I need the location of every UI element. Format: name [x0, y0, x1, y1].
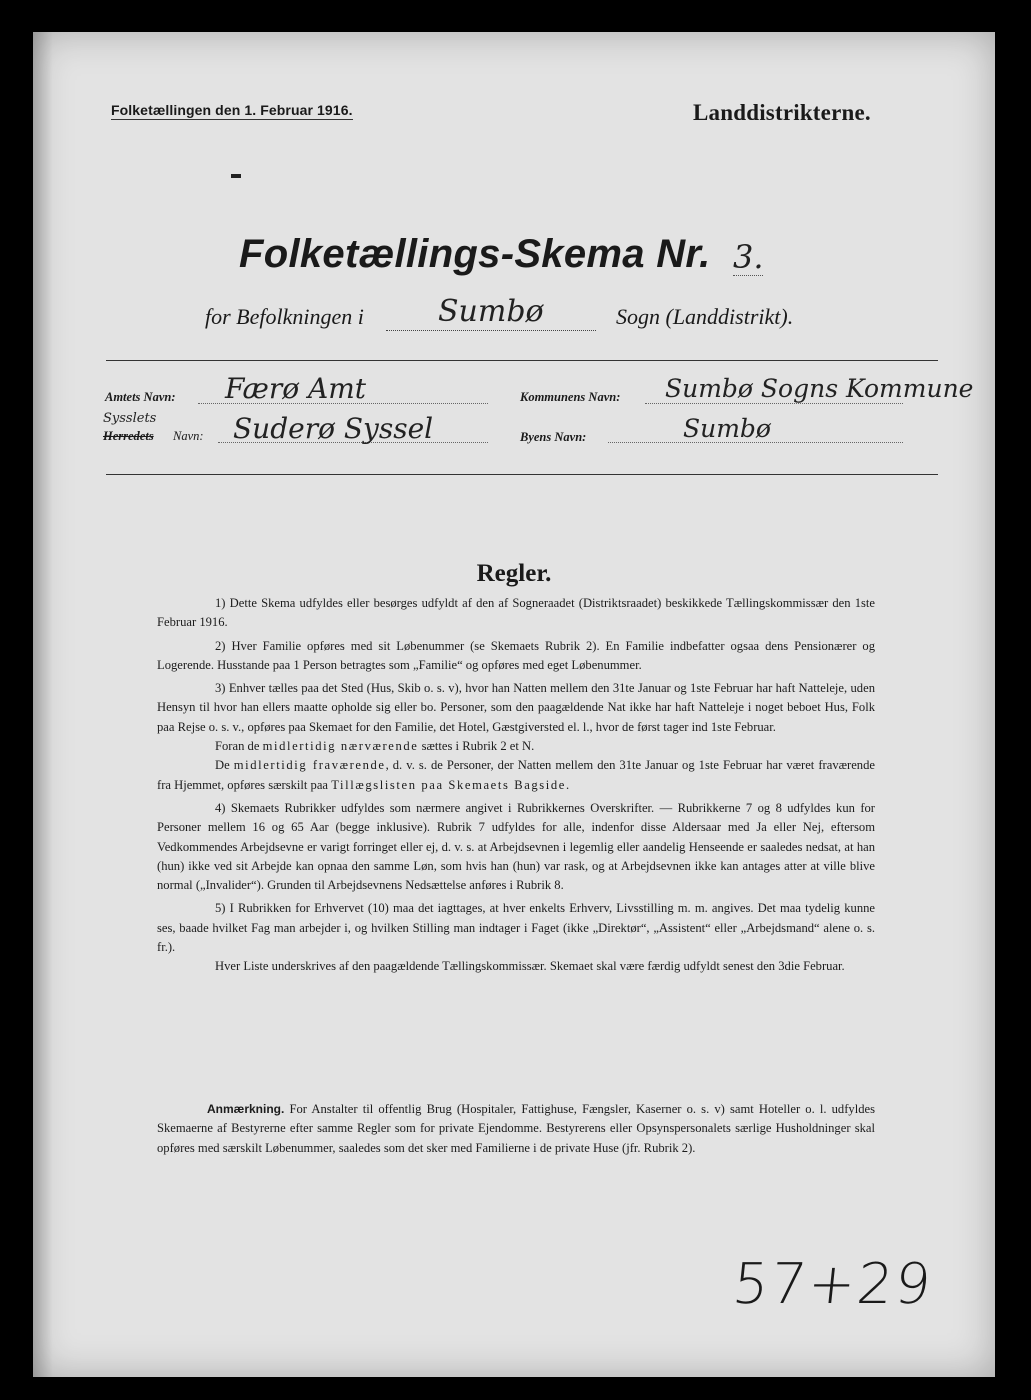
navn-label: Navn:: [173, 429, 204, 443]
rule-3c-spaced-2: Tillægslisten paa Skemaets Bagside: [331, 777, 566, 792]
rule-3c-spaced: midlertidig fraværende: [233, 758, 386, 773]
syssel-label-handwritten: Sysslets: [103, 411, 157, 426]
rule-3: 3) Enhver tælles paa det Sted (Hus, Skib o. s. v), hvor han Natten mellem den 31te Januar og 1ste Februar har haft Natteleje, uden Hensyn til hvor han ellers maatte opholde sig eller bo. Personer, som den paagældende Nat ikke har haft Natteleje i noget beboet Hus, Folk paa Rejse o. s. v., opføres paa Skemaet for den Familie, det Hotel, Gæstgiversted el. l., hvor de først tager ind 1ste Februar.: [157, 681, 875, 734]
rule-6: Hver Liste underskrives af den paagældende Tællingskommissær. Skemaet skal være færdig udfyldt senest den 3die Februar.: [215, 959, 845, 974]
amt-value-handwritten: Færø Amt: [225, 372, 367, 405]
note-text: For Anstalter til offentlig Brug (Hospitaler, Fattighuse, Fængsler, Kaserner o. s. v) samt Hoteller o. l. udfyldes Skemaerne af Bestyrerne efter samme Regler som for private Ejendomme. Bestyrerens eller Opsynspersonalets særlige Husholdninger skal opføres med særskilt Løbenummer, saaledes som det sker med Familierne i de private Huse (jfr. Rubrik 2).: [157, 1102, 875, 1155]
rules-body: [157, 594, 875, 981]
rule-3c-mid: , d. v. s. de Personer, der Natten mellem den 31te Januar og 1ste Februar har været fraværende fra Hjemmet, opføres særskilt paa: [157, 758, 875, 792]
census-date-header: Folketællingen den 1. Februar 1916.: [111, 102, 353, 118]
parish-value-handwritten: Sumbø: [438, 294, 544, 329]
rule-5: 5) I Rubrikken for Erhvervet (10) maa det iagttages, at hver enkelts Erhverv, Livsstilling m. m. angives. Det maa tydelig kunne ses, baade hvilket Fag man arbejder i, og hvilken Stilling man indtager i Faget (ikke „Direktør“, „Assistent“ eller „Arbejdsmand“ alene o. s. fr.).: [157, 901, 875, 955]
subtitle-prefix: for Befolkningen i: [205, 304, 364, 329]
rule-3c-end: .: [565, 777, 570, 792]
by-label: Byens Navn:: [520, 430, 587, 444]
rule-3b-pre: Foran de: [215, 739, 260, 754]
rule-1: 1) Dette Skema udfyldes eller besørges udfyldt af den af Sogneraadet (Distriktsraadet) beskikkede Tællingskommissær den 1ste Februar 1916.: [157, 596, 875, 630]
rule-3c: [157, 756, 875, 795]
rule-3b-spaced: midlertidig nærværende: [262, 739, 419, 754]
herred-label-struck: Herredets: [103, 429, 154, 443]
syssel-value-handwritten: Suderø Syssel: [233, 412, 434, 445]
note-block: [157, 1100, 875, 1158]
rules-heading: Regler.: [476, 560, 552, 587]
district-type-header: Landdistrikterne.: [693, 100, 871, 125]
amt-label: Amtets Navn:: [105, 390, 176, 404]
rule-2: 2) Hver Familie opføres med sit Løbenummer (se Skemaets Rubrik 2). En Familie indbefatter ogsaa dens Pensionærer og Logerende. Husstande paa 1 Person betragtes som „Familie“ og opføres med eget Løbenummer.: [157, 638, 875, 672]
form-number-line: [733, 275, 763, 276]
bottom-divider: [106, 474, 938, 475]
rule-3b: [157, 737, 875, 756]
parish-field-line: [386, 330, 596, 331]
top-divider: [106, 360, 938, 361]
census-form-page: [33, 32, 995, 1377]
kommune-label: Kommunens Navn:: [520, 390, 621, 404]
subtitle-suffix: Sogn (Landdistrikt).: [616, 304, 794, 329]
note-paragraph: [157, 1100, 875, 1158]
form-title: Folketællings-Skema Nr.: [239, 232, 711, 276]
rule-4: 4) Skemaets Rubrikker udfyldes som nærmere angivet i Rubrikkernes Overskrifter. — Rubrikkerne 7 og 8 udfyldes kun for Personer mellem 16 og 65 Aar (begge inklusive). Rubrik 7 udfyldes for alle, indenfor disse Aldersaar med Ja eller Nej, eftersom Vedkommendes Arbejdsevne er varigt forringet eller ej, d. v. s. at Arbejdsevnen i legemlig eller aandelig Henseende er saaledes nedsat, at han (hun) ikke ved sit Arbejde kan opnaa den samme Løn, som hvis han (hun) var rask, og at Arbejdsevnen ikke kan antages atter at ville blive normal („Invalider“). Grunden til Arbejdsevnens Nedsættelse anføres i Rubrik 8.: [157, 800, 875, 893]
note-label: Anmærkning.: [207, 1102, 285, 1116]
rule-3c-pre: De: [215, 758, 230, 773]
by-value-handwritten: Sumbø: [683, 414, 771, 443]
kommune-value-handwritten: Sumbø Sogns Kommune: [665, 374, 974, 403]
rule-3b-post: sættes i Rubrik 2 et N.: [421, 739, 535, 754]
form-number-handwritten: 3.: [733, 238, 764, 276]
kommune-field-line: [645, 403, 903, 404]
archive-number-handwritten: 57+29: [729, 1252, 936, 1317]
ink-mark: [231, 174, 241, 178]
